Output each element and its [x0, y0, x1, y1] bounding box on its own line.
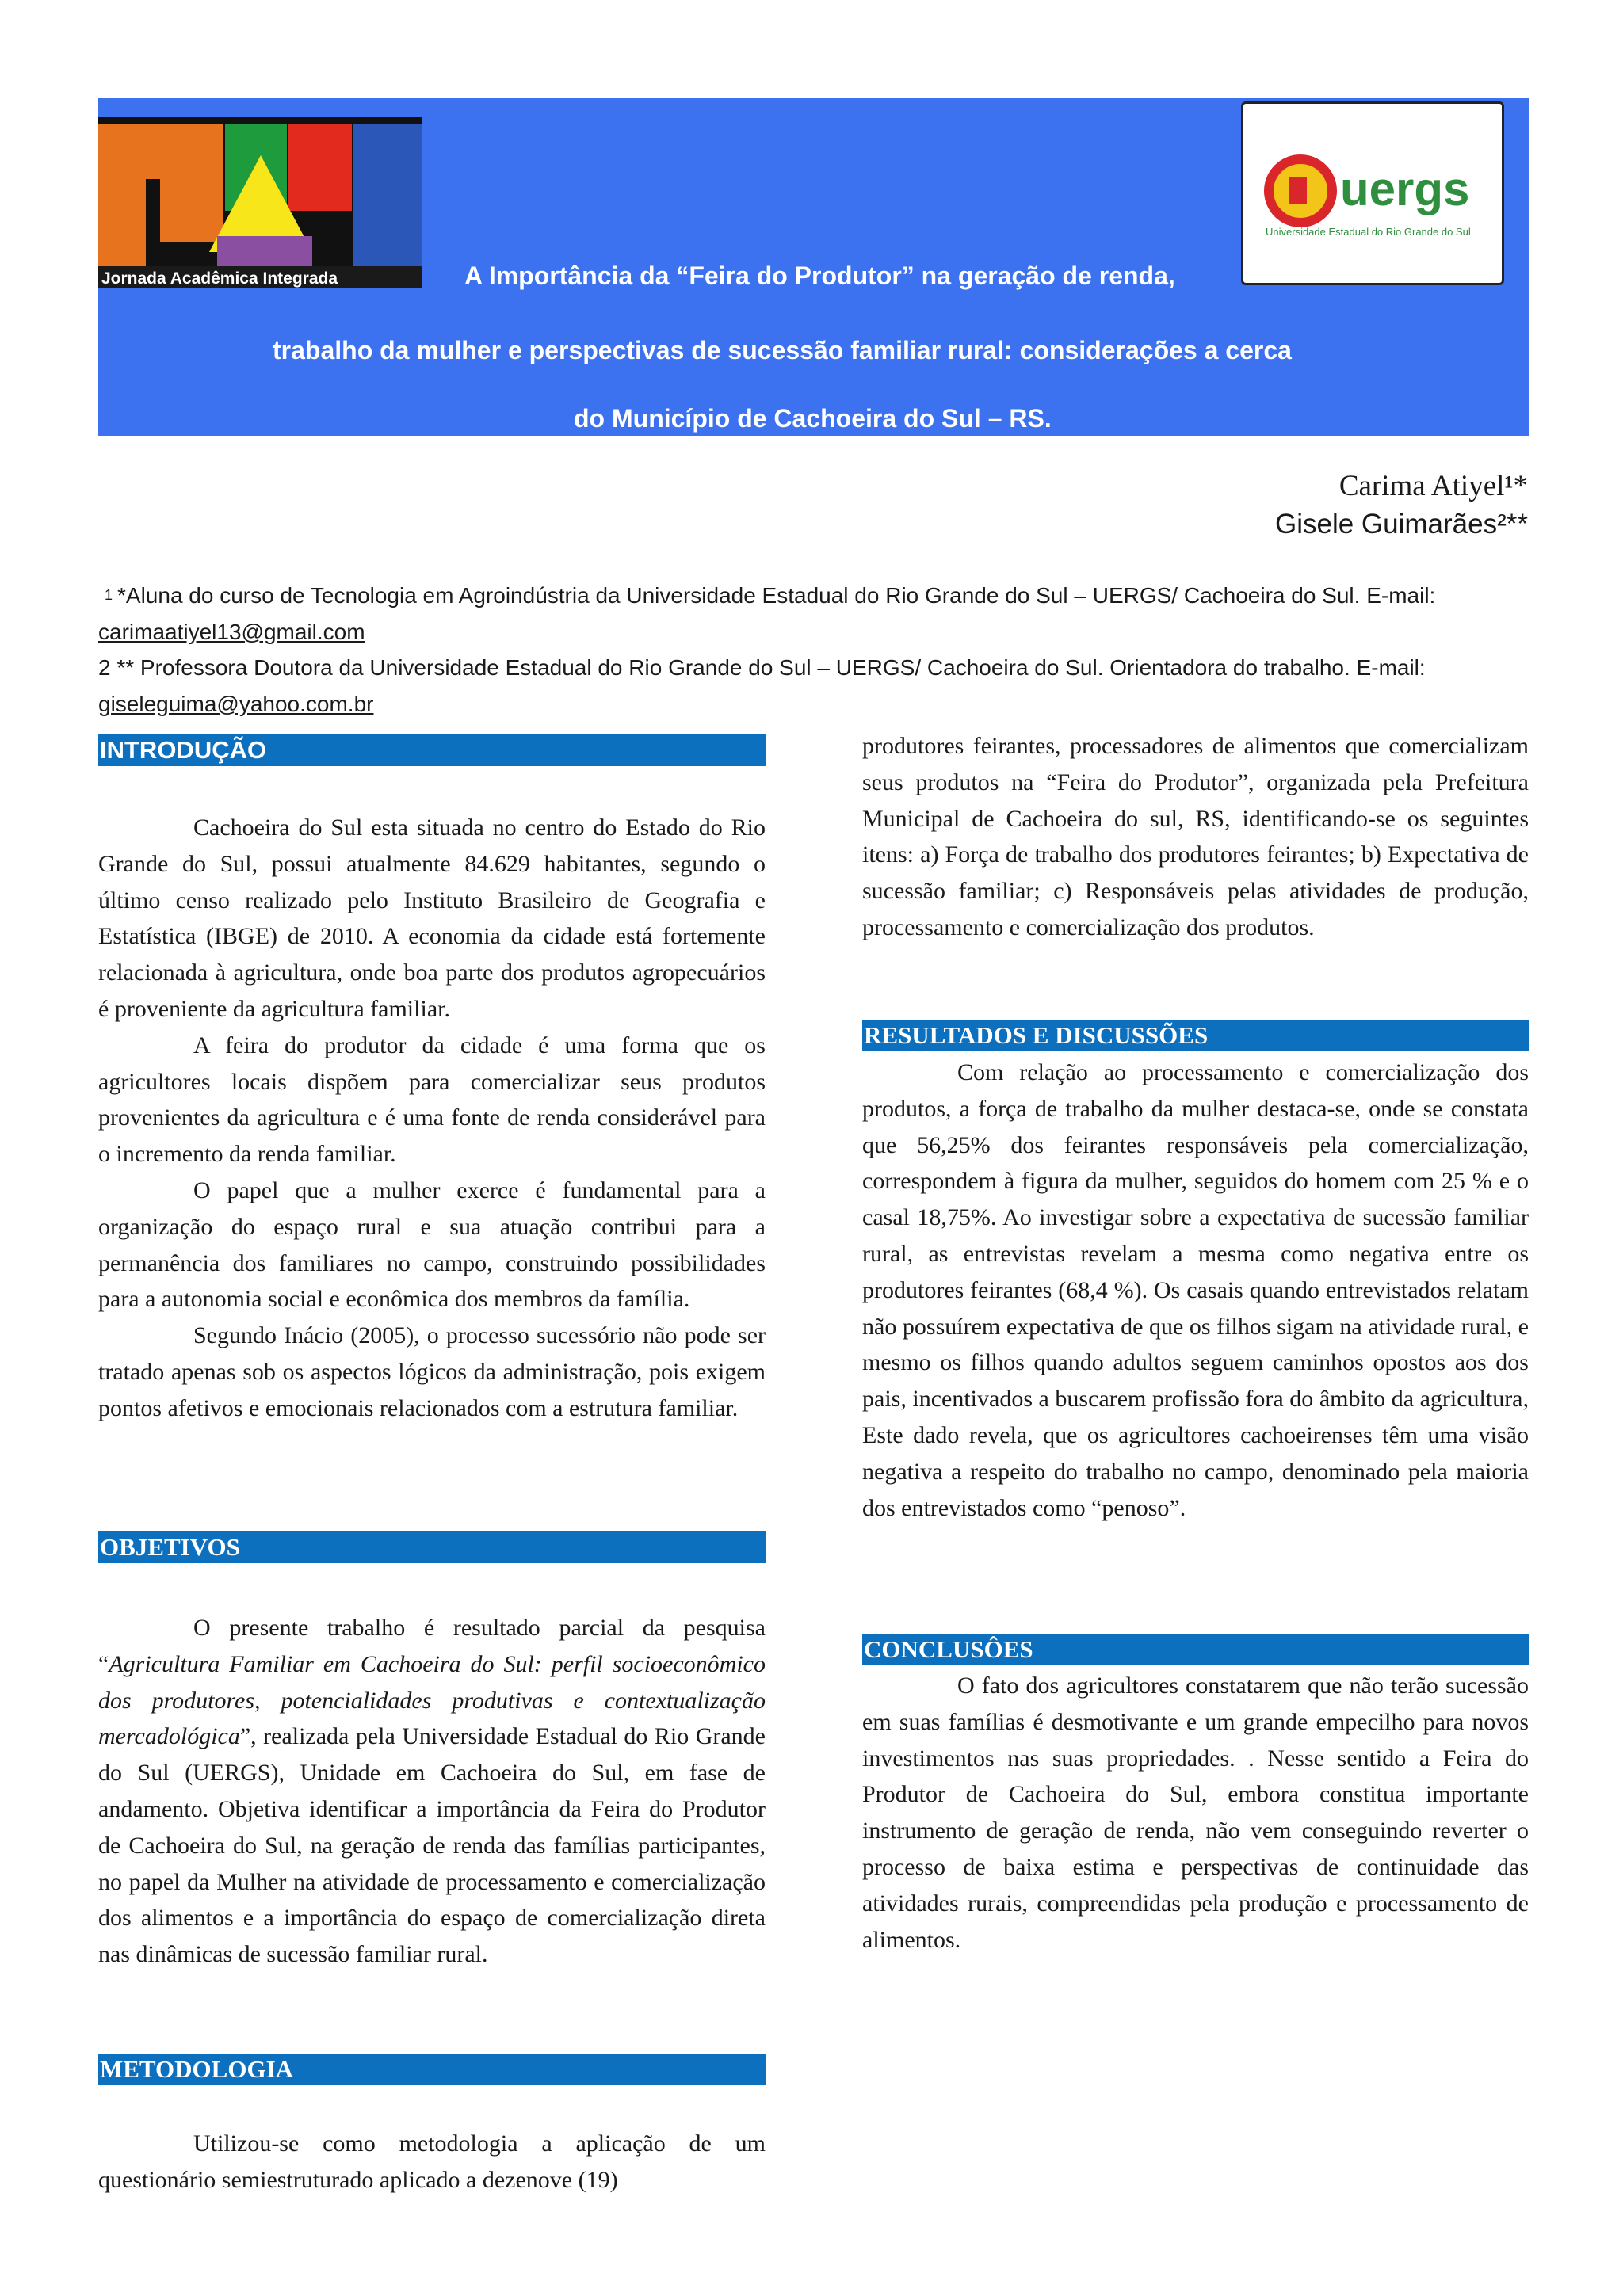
jai-logo-graphic — [98, 117, 422, 288]
resultados-paragraph: Com relação ao processamento e comercialização dos produtos, a força de trabalho da mulher destaca-se, onde se constata que 56,25% dos feirantes responsáveis pela comercialização, correspondem à figura da mulher, seguidos do homem com 25 % e o casal 18,75%. Ao investigar sobre a expectativa de sucessão familiar rural, as entrevistas revelam a mesma como negativa entre os produtores feirantes (68,4 %). Os casais quando entrevistados relatam não possuírem expectativa de que os filhos sigam na atividade rural, e mesmo os filhos quando adultos seguem caminhos opostos aos dos pais, incentivados a buscarem profissão fora do âmbito da agricultura, Este dado revela, que os agricultores cachoeirenses têm uma visão negativa a respeito do trabalho no campo, denominado pela maioria dos entrevistados como “penoso”. — [862, 1059, 1529, 1521]
section-header-objetivos: OBJETIVOS — [98, 1531, 766, 1563]
affiliation-2-email-link[interactable]: giseleguima@yahoo.com.br — [98, 692, 374, 716]
conclusoes-paragraph: O fato dos agricultores constatarem que não terão sucessão em suas famílias é desmotivante e um grande empecilho para novos investimentos nas suas propriedades. . Nesse sentido a Feira do Produtor de Cachoeira do Sul, embora constitua importante instrumento de geração de renda, não vem conseguindo reverter o processo de baixa estima e perspectivas de continuidade das atividades rurais, compreendidas pela produção e processamento de alimentos. — [862, 1672, 1529, 1953]
affiliation-2 — [98, 650, 1529, 723]
objetivos-text-b: ”, realizada pela Universidade Estadual do Rio Grande do Sul (UERGS), Unidade em Cachoeira do Sul, em fase de andamento. Objetiva identificar a importância da Feira do Produtor de Cachoeira do Sul, na geração de renda das famílias participantes, no papel da Mulher na atividade de processamento e comercialização dos alimentos e a importância do espaço de comercialização direta nas dinâmicas de sucessão familiar rural. — [98, 1723, 766, 1968]
objetivos-body — [98, 1610, 766, 1973]
uergs-logo-text: uergs — [1340, 162, 1470, 215]
section-header-resultados: RESULTADOS E DISCUSSÕES — [862, 1020, 1529, 1051]
author-1: Carima Atiyel¹* — [1338, 470, 1528, 502]
affiliation-1-number: 1 — [105, 587, 113, 603]
introducao-paragraph: O papel que a mulher exerce é fundamental para a organização do espaço rural e sua atuação contribui para a permanência dos familiares no campo, construindo possibilidades para a autonomia social e econômica dos membros da família. — [98, 1177, 766, 1313]
uergs-logo-caption: Universidade Estadual do Rio Grande do Sul — [1266, 226, 1471, 238]
introducao-paragraph: Cachoeira do Sul esta situada no centro do Estado do Rio Grande do Sul, possui atualmente 84.629 habitantes, segundo o último censo realizado pelo Instituto Brasileiro de Geografia e Estatística (IBGE) de 2010. A economia da cidade está fortemente relacionada à agricultura, onde boa parte dos produtos agropecuários é proveniente da agricultura familiar. — [98, 814, 766, 1022]
introducao-paragraph: A feira do produtor da cidade é uma forma que os agricultores locais dispõem para comercializar seus produtos provenientes da agricultura e é uma fonte de renda considerável para o incremento da renda familiar. — [98, 1032, 766, 1168]
title-line-2: trabalho da mulher e perspectivas de sucessão familiar rural: considerações a cerca — [273, 336, 1292, 364]
jai-logo — [98, 117, 422, 288]
section-header-introducao: INTRODUÇÃO — [98, 734, 766, 766]
introducao-paragraph: Segundo Inácio (2005), o processo sucessório não pode ser tratado apenas sob os aspectos lógicos da administração, pois exigem pontos afetivos e emocionais relacionados com a estrutura familiar. — [98, 1322, 766, 1421]
metodologia-continuation — [862, 728, 1529, 946]
conclusoes-body — [862, 1668, 1529, 1958]
metodologia-body — [98, 2126, 766, 2199]
title-line-3: do Município de Cachoeira do Sul – RS. — [574, 404, 1052, 433]
metodologia-paragraph: Utilizou-se como metodologia a aplicação de um questionário semiestruturado aplicado a dezenove (19) — [98, 2130, 766, 2193]
jai-logo-caption: Jornada Acadêmica Integrada — [101, 269, 338, 288]
objetivos-research-title: Agricultura Familiar em Cachoeira do Sul: perfil socioeconômico dos produtores, potencialidades produtivas e contextualização mercadológica — [98, 1650, 766, 1750]
affiliation-1 — [98, 577, 1529, 650]
introducao-body — [98, 810, 766, 1427]
uergs-logo-graphic — [1243, 104, 1502, 283]
metodologia-paragraph-continuation: produtores feirantes, processadores de alimentos que comercializam seus produtos na “Feira do Produtor”, organizada pela Prefeitura Municipal de Cachoeira do sul, RS, identificando-se os seguintes itens: a) Força de trabalho dos produtores feirantes; b) Expectativa de sucessão familiar; c) Responsáveis pelas atividades de produção, processamento e comercialização dos produtos. — [862, 733, 1529, 940]
section-header-conclusoes: CONCLUSÔES — [862, 1634, 1529, 1665]
section-header-metodologia: METODOLOGIA — [98, 2054, 766, 2085]
affiliation-1-text: *Aluna do curso de Tecnologia em Agroindústria da Universidade Estadual do Rio Grande do Sul – UERGS/ Cachoeira do Sul. E-mail: — [117, 583, 1436, 608]
affiliation-2-text: 2 ** Professora Doutora da Universidade Estadual do Rio Grande do Sul – UERGS/ Cachoeira do Sul. Orientadora do trabalho. E-mail: — [98, 655, 1426, 680]
objetivos-text-a: O presente trabalho é resultado parcial da pesquisa “ — [98, 1615, 766, 1677]
resultados-body — [862, 1055, 1529, 1526]
title-line-1: A Importância da “Feira do Produtor” na geração de renda, — [464, 261, 1175, 290]
author-2: Gisele Guimarães²** — [1275, 509, 1528, 540]
uergs-logo — [1241, 101, 1504, 285]
objetivos-paragraph — [98, 1610, 766, 1973]
affiliation-1-email-link[interactable]: carimaatiyel13@gmail.com — [98, 620, 365, 644]
